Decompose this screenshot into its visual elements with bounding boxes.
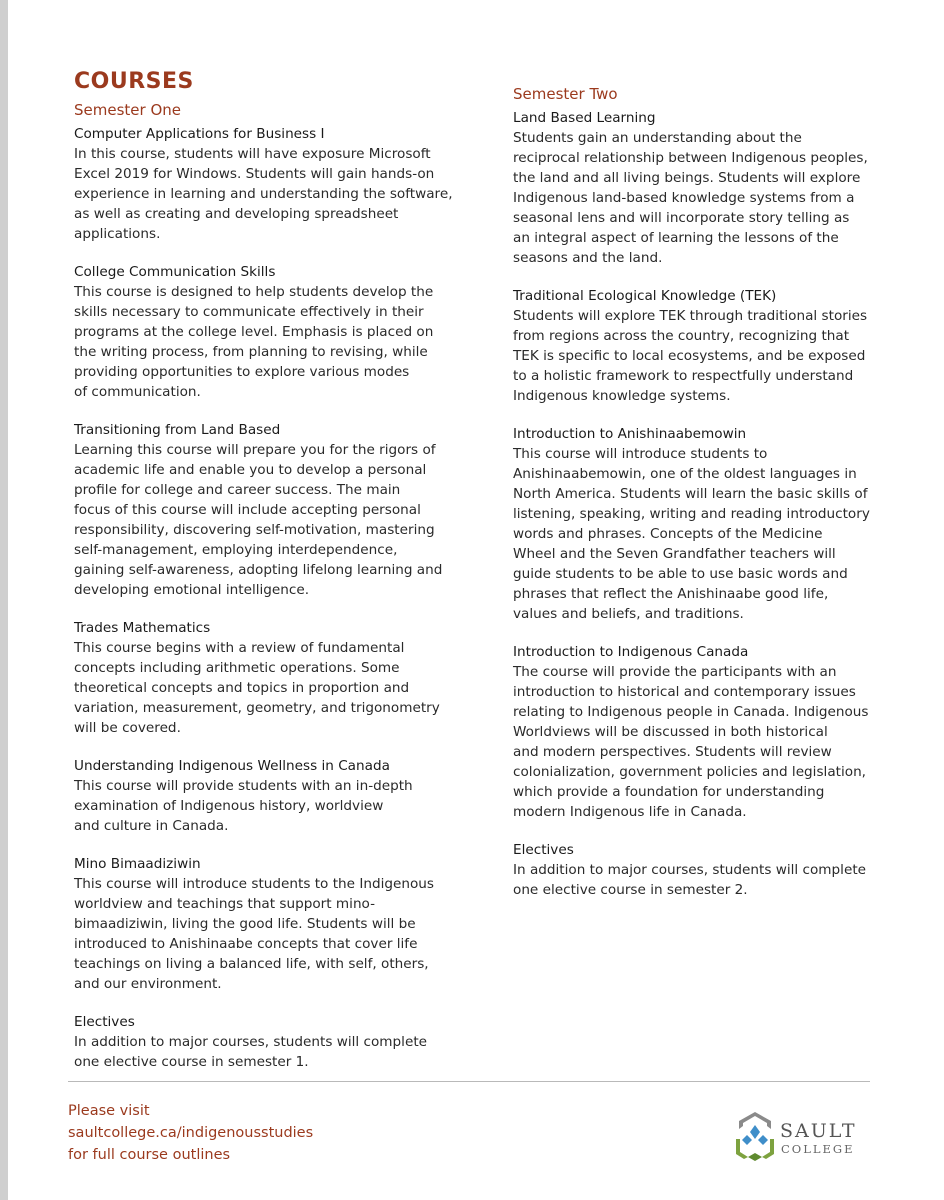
course-title: Trades Mathematics [74, 620, 211, 636]
course-description: In addition to major courses, students will complete one elective course in semester 1. [74, 1034, 428, 1070]
course-description: This course will introduce students to Anishinaabemowin, one of the oldest languages in North America. Students will learn the basic skills of listening, speaking, writing and reading introductory words and phrases. Concepts of the Medicine Wheel and the Seven Grandfather teachers will guide students to be able to use basic words and phrases that reflect the Anishinaabe good life, values and beliefs, and traditions. [513, 446, 870, 622]
course-title: Traditional Ecological Knowledge (TEK) [513, 288, 777, 304]
semester-two-title: Semester Two [513, 85, 618, 103]
footer-outlines-text: for full course outlines [68, 1147, 231, 1163]
course-item [513, 108, 883, 268]
course-item [513, 840, 883, 900]
course-description: Students will explore TEK through traditional stories from regions across the country, recognizing that TEK is specific to local ecosystems, and be exposed to a holistic framework to respectfully understand Indigenous knowledge systems. [513, 308, 868, 404]
course-item [74, 756, 454, 836]
course-description: Students gain an understanding about the reciprocal relationship between Indigenous peoples, the land and all living beings. Students will explore Indigenous land-based knowledge systems from a seasonal lens and will incorporate story telling as an integral aspect of learning the lessons of the seasons and the land. [513, 130, 868, 266]
course-item [513, 286, 883, 406]
course-item [74, 124, 454, 244]
semester-one-column [74, 68, 454, 1090]
course-title: College Communication Skills [74, 264, 276, 280]
course-title: Computer Applications for Business I [74, 126, 325, 142]
footer-visit-text: Please visit [68, 1103, 150, 1119]
brochure-page [8, 0, 944, 1200]
course-item [513, 424, 883, 624]
footer-divider [68, 1081, 870, 1082]
sault-college-logo-icon [734, 1108, 776, 1168]
logo-wordmark: SAULT [780, 1120, 857, 1142]
course-title: Land Based Learning [513, 110, 656, 126]
course-description: This course is designed to help students develop the skills necessary to communicate effectively in their programs at the college level. Emphasis is placed on the writing process, from planning to revising, while providing opportunities to explore various modes of communication. [74, 284, 434, 400]
course-description: This course begins with a review of fundamental concepts including arithmetic operations. Some theoretical concepts and topics in proportion and variation, measurement, geometry, and trigonometry will be covered. [74, 640, 440, 736]
logo-subtitle: COLLEGE [781, 1142, 855, 1156]
footer-note [68, 1100, 448, 1166]
course-description: This course will provide students with an in-depth examination of Indigenous history, worldview and culture in Canada. [74, 778, 413, 834]
course-title: Introduction to Anishinaabemowin [513, 426, 747, 442]
college-logo [734, 1108, 874, 1168]
course-description: In addition to major courses, students will complete one elective course in semester 2. [513, 862, 867, 898]
course-item [513, 642, 883, 822]
page-title: COURSES [74, 69, 194, 94]
course-item [74, 420, 454, 600]
course-item [74, 1012, 454, 1072]
course-title: Mino Bimaadiziwin [74, 856, 201, 872]
course-title: Electives [74, 1014, 135, 1030]
course-description: The course will provide the participants with an introduction to historical and contemporary issues relating to Indigenous people in Canada. Indigenous Worldviews will be discussed in both historical and modern perspectives. Students will review colonialization, government policies and legislation, which provide a foundation for understanding modern Indigenous life in Canada. [513, 664, 869, 820]
course-description: This course will introduce students to the Indigenous worldview and teachings that support mino- bimaadiziwin, living the good life. Students will be introduced to Anishinaabe concepts that cover life teachings on living a balanced life, with self, others, and our environment. [74, 876, 434, 992]
course-title: Understanding Indigenous Wellness in Canada [74, 758, 390, 774]
course-title: Transitioning from Land Based [74, 422, 281, 438]
semester-one-title: Semester One [74, 101, 181, 119]
course-title: Introduction to Indigenous Canada [513, 644, 749, 660]
semester-two-column [513, 84, 883, 918]
course-item [74, 262, 454, 402]
course-description: In this course, students will have exposure Microsoft Excel 2019 for Windows. Students will gain hands-on experience in learning and understanding the software, as well as creating and developing spreadsheet applications. [74, 146, 453, 242]
course-item [74, 618, 454, 738]
course-description: Learning this course will prepare you for the rigors of academic life and enable you to develop a personal profile for college and career success. The main focus of this course will include accepting personal responsibility, discovering self-motivation, mastering self-management, employing interdependence, gaining self-awareness, adopting lifelong learning and developing emotional intelligence. [74, 442, 443, 598]
course-outlines-link[interactable]: saultcollege.ca/indigenousstudies [68, 1125, 314, 1141]
course-item [74, 854, 454, 994]
course-title: Electives [513, 842, 574, 858]
